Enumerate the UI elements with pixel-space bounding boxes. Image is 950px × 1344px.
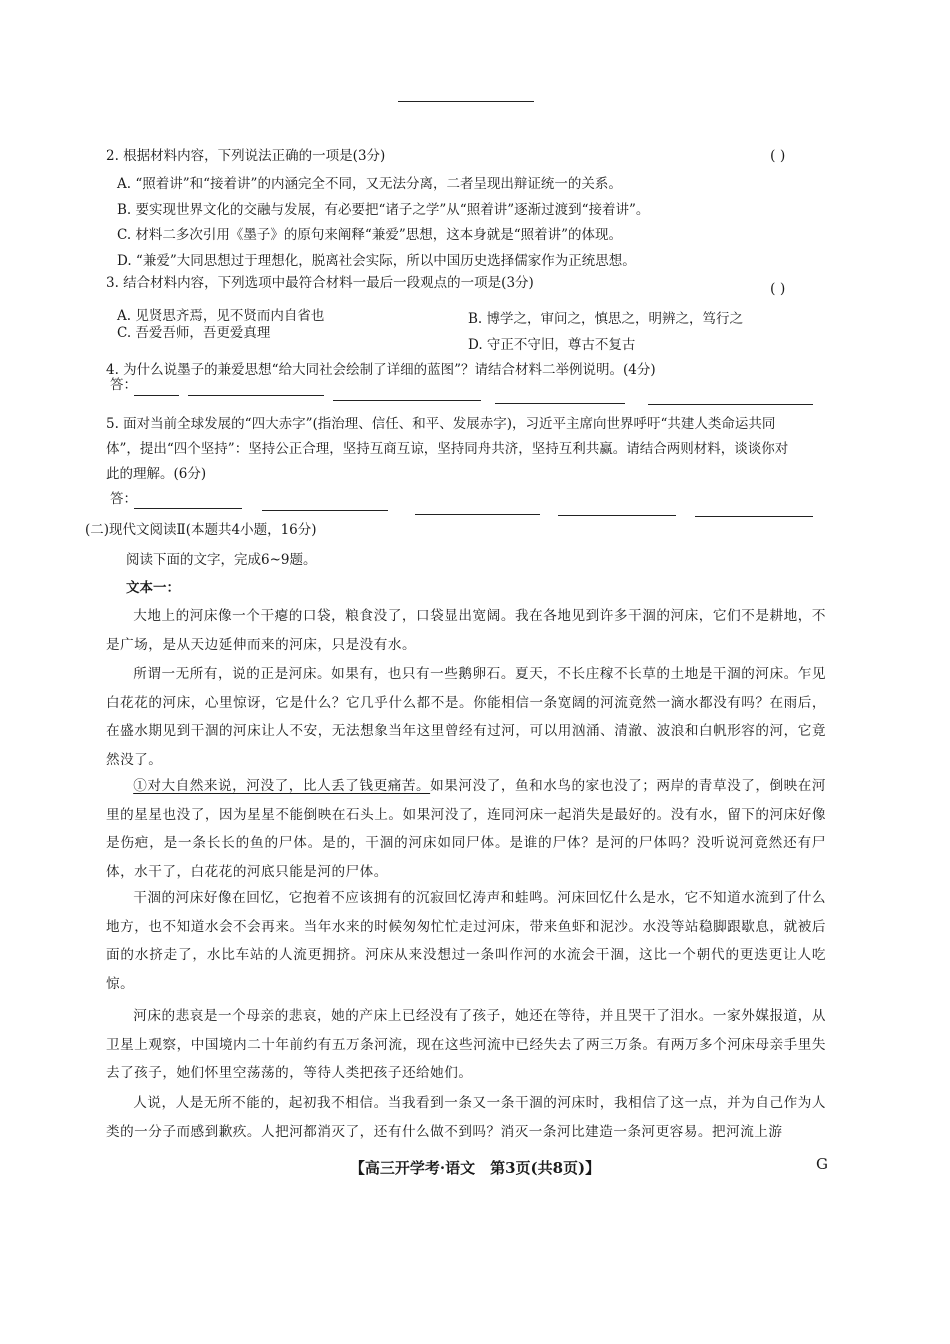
answer-line[interactable]	[415, 514, 540, 515]
passage-paragraph-5: 河床的悲哀是一个母亲的悲哀，她的产床上已经没有了孩子，她还在等待，并且哭干了泪水。一家外媒报道，从卫星上观察，中国境内二十年前约有五万条河流，现在这些河流中已经失去了两三万条。有两万多个河床母亲手里失去了孩子，她们怀里空荡荡的，等待人类把孩子还给她们。	[106, 1008, 826, 1082]
question-3-stem: 3. 结合材料内容，下列选项中最符合材料一最后一段观点的一项是(3分)	[106, 275, 534, 291]
question-3-answer-bracket[interactable]: ( )	[770, 281, 786, 297]
answer-line[interactable]	[188, 395, 324, 396]
question-5-line-2: 体”，提出“四个坚持”：坚持公正合理，坚持互商互谅，坚持同舟共济，坚持互利共赢。请结合两则材料，谈谈你对	[106, 441, 789, 457]
question-3-option-d: D. 守正不守旧，尊古不复古	[468, 337, 636, 353]
question-2-option-b: B. 要实现世界文化的交融与发展，有必要把“诸子之学”从“照着讲”逐渐过渡到“接着讲”。	[117, 202, 650, 218]
question-2-option-a: A. “照着讲”和“接着讲”的内涵完全不同，又无法分离，二者呈现出辩证统一的关系。	[117, 176, 622, 192]
section-2-title: (二)现代文阅读Ⅱ(本题共4小题，16分)	[85, 522, 317, 538]
question-2-answer-bracket[interactable]: ( )	[770, 148, 786, 164]
passage-paragraph-2: 所谓一无所有，说的正是河床。如果有，也只有一些鹅卵石。夏天，不长庄稼不长草的土地是干涸的河床。乍见白花花的河床，心里惊讶，它是什么？它几乎什么都不是。你能相信一条宽阔的河流竟然一滴水都没有吗？在雨后，在盛水期见到干涸的河床让人不安，无法想象当年这里曾经有过河，可以用汹涌、清澈、波浪和白帆形容的河，它竟然没了。	[106, 666, 826, 768]
passage-paragraph-3	[106, 772, 826, 886]
answer-line[interactable]	[695, 516, 813, 517]
paragraph-3-rest: 如果河没了，鱼和水鸟的家也没了；两岸的青草没了，倒映在河里的星星也没了，因为星星不能倒映在石头上。如果河没了，连同河床一起消失是最好的。没有水，留下的河床好像是伤疤，是一条长长的鱼的尸体。是的，干涸的河床如同尸体。是谁的尸体？是河的尸体吗？没听说河竟然还有尸体，水干了，白花花的河底只能是河的尸体。	[106, 778, 827, 880]
question-5-line-1: 5. 面对当前全球发展的“四大赤字”(指治理、信任、和平、发展赤字)，习近平主席向世界呼吁“共建人类命运共同	[106, 416, 776, 432]
page-footer: 【高三开学考·语文 第3页(共8页)】	[349, 1159, 601, 1177]
answer-line[interactable]	[333, 400, 481, 401]
passage-paragraph-4: 干涸的河床好像在回忆，它抱着不应该拥有的沉寂回忆涛声和蛙鸣。河床回忆什么是水，它不知道水流到了什么地方，也不知道水会不会再来。当年水来的时候匆匆忙忙走过河床，带来鱼虾和泥沙。水没等站稳脚跟歇息，就被后面的水挤走了，水比车站的人流更拥挤。河床从来没想过一条叫作河的水流会干涸，这比一个朝代的更迭更让人吃惊。	[106, 890, 826, 992]
text-one-label: 文本一：	[126, 580, 180, 596]
answer-line[interactable]	[134, 395, 179, 396]
version-mark: G	[816, 1155, 828, 1173]
question-4-answer-label: 答：	[110, 377, 137, 393]
answer-line[interactable]	[558, 515, 676, 516]
header-rule	[398, 101, 534, 102]
answer-line[interactable]	[134, 508, 242, 509]
answer-line[interactable]	[262, 510, 388, 511]
section-2-instruction: 阅读下面的文字，完成6~9题。	[126, 552, 317, 568]
question-5-answer-label: 答：	[110, 491, 137, 507]
answer-line[interactable]	[648, 404, 813, 405]
question-3-option-a: A. 见贤思齐焉，见不贤而内自省也	[117, 308, 325, 324]
question-3-option-c: C. 吾爱吾师，吾更爱真理	[117, 325, 271, 341]
question-3-option-b: B. 博学之，审问之，慎思之，明辨之，笃行之	[468, 311, 744, 327]
question-5-line-3: 此的理解。(6分)	[106, 466, 207, 482]
answer-line[interactable]	[495, 403, 625, 404]
question-2-option-c: C. 材料二多次引用《墨子》的原句来阐释“兼爱”思想，这本身就是“照着讲”的体现。	[117, 227, 623, 243]
question-2-option-d: D. “兼爱”大同思想过于理想化，脱离社会实际，所以中国历史选择儒家作为正统思想。	[117, 253, 636, 269]
question-2-stem: 2. 根据材料内容，下列说法正确的一项是(3分)	[106, 148, 386, 164]
passage-paragraph-6: 人说，人是无所不能的，起初我不相信。当我看到一条又一条干涸的河床时，我相信了这一点，并为自己作为人类的一分子而感到歉疚。人把河都消灭了，还有什么做不到吗？消灭一条河比建造一条河更容易。把河流上游	[106, 1095, 826, 1140]
passage-paragraph-1: 大地上的河床像一个干瘪的口袋，粮食没了，口袋显出宽阔。我在各地见到许多干涸的河床，它们不是耕地，不是广场，是从天边延伸而来的河床，只是没有水。	[106, 608, 826, 653]
underlined-sentence-1: ①对大自然来说，河没了，比人丢了钱更痛苦。	[133, 778, 431, 794]
question-4-stem: 4. 为什么说墨子的兼爱思想“给大同社会绘制了详细的蓝图”？请结合材料二举例说明。(4分)	[106, 362, 656, 378]
